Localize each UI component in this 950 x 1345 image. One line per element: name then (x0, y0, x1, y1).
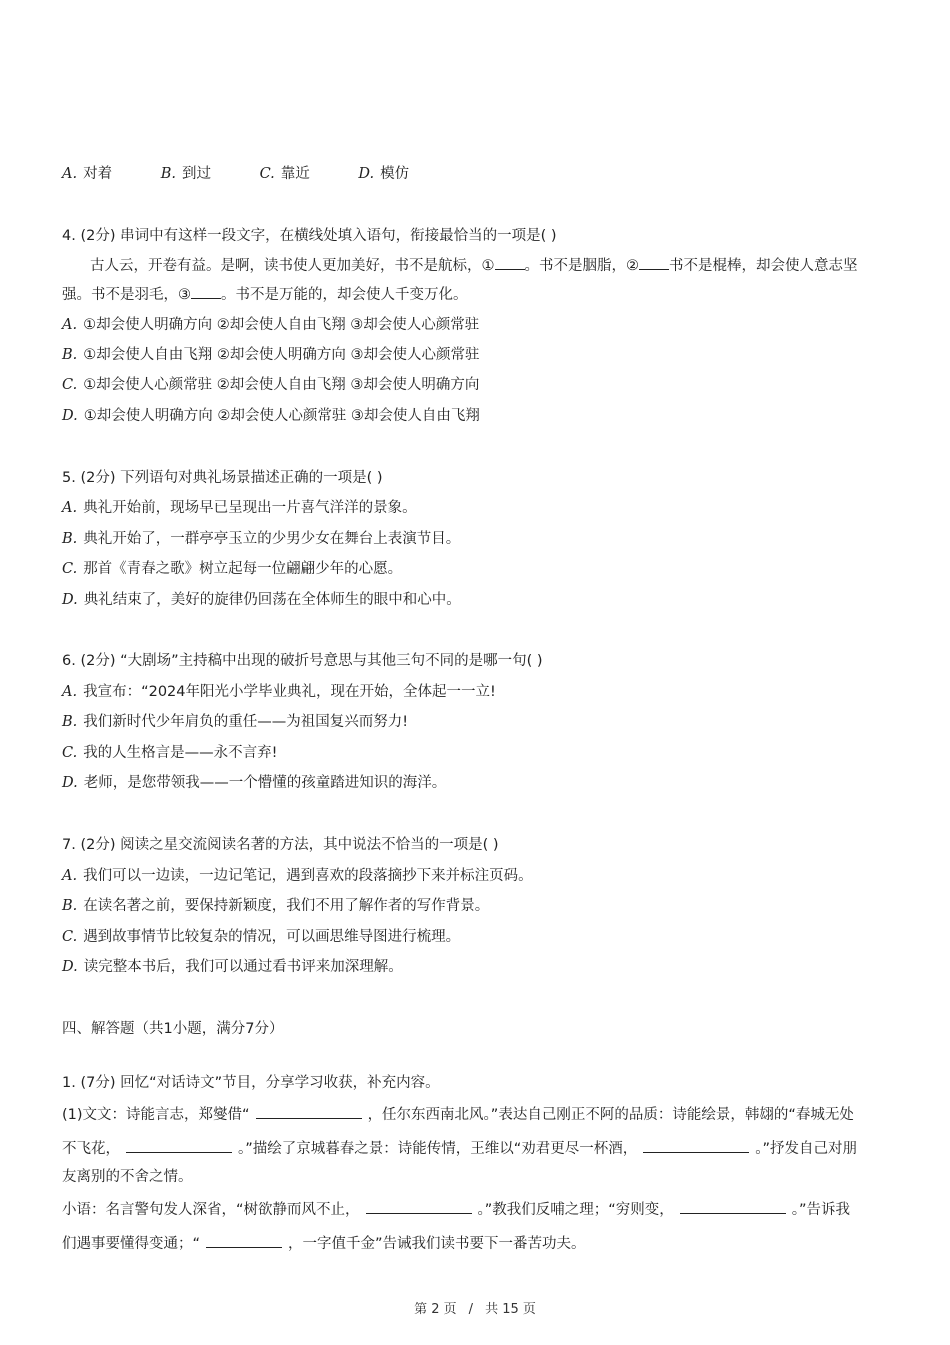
q4-blank-1 (495, 255, 525, 270)
q4-option-d[interactable]: D. ①却会使人明确方向 ②却会使人心颜常驻 ③却会使人自由飞翔 (62, 408, 480, 424)
q7-option-b[interactable]: B. 在读名著之前，要保持新颖度，我们不用了解作者的写作背景。 (62, 898, 490, 914)
page-separator: / (468, 1302, 474, 1317)
q4-blank-2 (639, 255, 669, 270)
page-footer (0, 1298, 950, 1317)
q3-option-b[interactable]: B. 到过 (160, 166, 211, 182)
s4-line-5: 们遇事要懂得变通；“ ，一字值千金”告诫我们读书要下一番苦功夫。 (62, 1233, 586, 1255)
q4-passage-line1: 古人云，开卷有益。是啊，读书使人更加美好，书不是航标，① 。书不是胭脂，② 书不是棍棒，却会使人意志坚 (90, 255, 858, 277)
q5-option-a[interactable]: A. 典礼开始前，现场早已呈现出一片喜气洋洋的景象。 (62, 500, 417, 516)
q6-option-b[interactable]: B. 我们新时代少年肩负的重任——为祖国复兴而努力! (62, 714, 409, 730)
s4-q1-stem: 1. (7分) 回忆“对话诗文”节目，分享学习收获，补充内容。 (62, 1075, 440, 1091)
q3-option-a[interactable]: A. 对着 (62, 166, 113, 182)
q5-option-d[interactable]: D. 典礼结束了，美好的旋律仍回荡在全体师生的眼中和心中。 (62, 592, 461, 608)
q7-stem: 7. (2分) 阅读之星交流阅读名著的方法，其中说法不恰当的一项是( ) (62, 837, 499, 853)
answer-blank-6[interactable] (206, 1233, 282, 1248)
page-total: 共 15 页 (485, 1302, 536, 1317)
q5-option-c[interactable]: C. 那首《青春之歌》树立起每一位翩翩少年的心愿。 (62, 561, 403, 577)
q6-option-c[interactable]: C. 我的人生格言是——永不言弃! (62, 745, 278, 761)
s4-line-4: 小语：名言警句发人深省，“树欲静而风不止， 。”教我们反哺之理；“穷则变， 。”告诉我 (62, 1199, 850, 1221)
s4-line-3: 友离别的不舍之情。 (62, 1169, 193, 1185)
q4-option-a[interactable]: A. ①却会使人明确方向 ②却会使人自由飞翔 ③却会使人心颜常驻 (62, 317, 480, 333)
q3-option-d[interactable]: D. 模仿 (358, 166, 410, 182)
q6-stem: 6. (2分) “大剧场”主持稿中出现的破折号意思与其他三句不同的是哪一句( ) (62, 653, 543, 669)
answer-blank-5[interactable] (680, 1199, 786, 1214)
q4-option-b[interactable]: B. ①却会使人自由飞翔 ②却会使人明确方向 ③却会使人心颜常驻 (62, 347, 480, 363)
q5-option-b[interactable]: B. 典礼开始了，一群亭亭玉立的少男少女在舞台上表演节目。 (62, 531, 461, 547)
q4-stem: 4. (2分) 串词中有这样一段文字，在横线处填入语句，衔接最恰当的一项是( ) (62, 228, 557, 244)
answer-blank-4[interactable] (366, 1199, 472, 1214)
q6-option-d[interactable]: D. 老师，是您带领我——一个懵懂的孩童踏进知识的海洋。 (62, 775, 447, 791)
q4-blank-3 (191, 284, 221, 299)
q3-option-c[interactable]: C. 靠近 (259, 166, 310, 182)
answer-blank-3[interactable] (643, 1138, 749, 1153)
q4-passage-line2: 强。书不是羽毛，③ 。书不是万能的，却会使人千变万化。 (62, 284, 468, 306)
s4-line-2: 不飞花， 。”描绘了京城暮春之景：诗能传情，王维以“劝君更尽一杯酒， 。”抒发自己对朋 (62, 1138, 857, 1160)
answer-blank-2[interactable] (126, 1138, 232, 1153)
q3-options (62, 163, 453, 185)
q6-option-a[interactable]: A. 我宣布：“2024年阳光小学毕业典礼，现在开始，全体起一一立! (62, 684, 496, 700)
section-heading: 四、解答题（共1小题，满分7分） (62, 1021, 284, 1037)
q5-stem: 5. (2分) 下列语句对典礼场景描述正确的一项是( ) (62, 470, 383, 486)
page-number: 第 2 页 (414, 1302, 457, 1317)
answer-blank-1[interactable] (256, 1104, 362, 1119)
q7-option-a[interactable]: A. 我们可以一边读，一边记笔记，遇到喜欢的段落摘抄下来并标注页码。 (62, 868, 533, 884)
q4-option-c[interactable]: C. ①却会使人心颜常驻 ②却会使人自由飞翔 ③却会使人明确方向 (62, 377, 480, 393)
s4-line-1: (1)文文：诗能言志，郑燮借“ ，任尔东西南北风。”表达自己刚正不阿的品质：诗能绘景，韩翃的“春城无处 (62, 1104, 854, 1126)
q7-option-c[interactable]: C. 遇到故事情节比较复杂的情况，可以画思维导图进行梳理。 (62, 929, 461, 945)
q7-option-d[interactable]: D. 读完整本书后，我们可以通过看书评来加深理解。 (62, 959, 403, 975)
